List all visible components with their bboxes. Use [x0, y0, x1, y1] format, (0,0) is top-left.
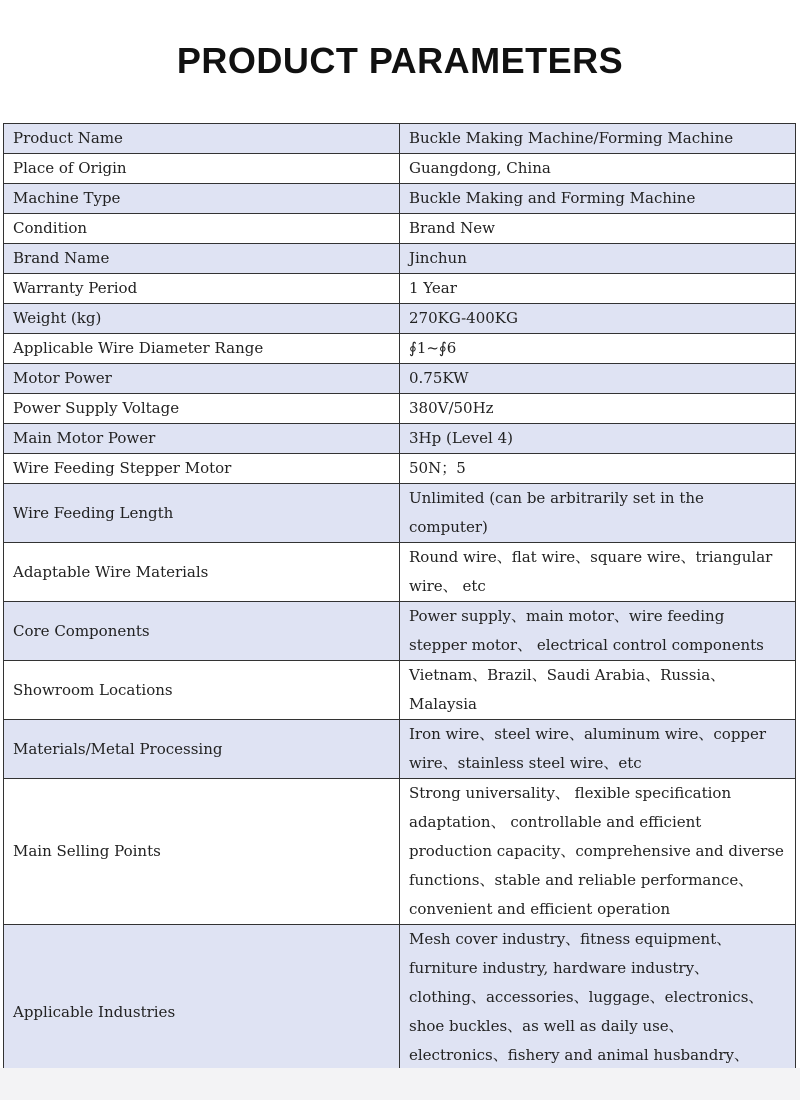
param-value: Round wire、flat wire、square wire、triangular wire、 etc	[400, 543, 796, 602]
param-value: 0.75KW	[400, 364, 796, 394]
param-label: Condition	[4, 214, 400, 244]
table-row	[4, 214, 796, 244]
param-label: Main Selling Points	[4, 779, 400, 925]
table-row	[4, 304, 796, 334]
param-label: Main Motor Power	[4, 424, 400, 454]
param-label: Warranty Period	[4, 274, 400, 304]
param-label: Machine Type	[4, 184, 400, 214]
param-value: Vietnam、Brazil、Saudi Arabia、Russia、Malaysia	[400, 661, 796, 720]
table-row	[4, 364, 796, 394]
param-value: Unlimited (can be arbitrarily set in the computer)	[400, 484, 796, 543]
page-title: PRODUCT PARAMETERS	[176, 40, 624, 81]
param-label: Applicable Industries	[4, 925, 400, 1100]
table-row	[4, 484, 796, 543]
param-label: Adaptable Wire Materials	[4, 543, 400, 602]
param-value: Power supply、main motor、wire feeding stepper motor、 electrical control components	[400, 602, 796, 661]
table-row	[4, 274, 796, 304]
param-label: Core Components	[4, 602, 400, 661]
param-label: Applicable Wire Diameter Range	[4, 334, 400, 364]
table-row	[4, 779, 796, 925]
param-value: 380V/50Hz	[400, 394, 796, 424]
param-value: Buckle Making Machine/Forming Machine	[400, 124, 796, 154]
param-value: Buckle Making and Forming Machine	[400, 184, 796, 214]
param-value: Guangdong, China	[400, 154, 796, 184]
table-row	[4, 154, 796, 184]
param-value: Iron wire、steel wire、aluminum wire、copper wire、stainless steel wire、etc	[400, 720, 796, 779]
table-row	[4, 720, 796, 779]
table-row	[4, 334, 796, 364]
table-row	[4, 543, 796, 602]
table-row	[4, 394, 796, 424]
parameters-table	[3, 123, 796, 1100]
param-value: Strong universality、 flexible specification adaptation、 controllable and efficient production capacity、comprehensive and diverse functions、stable and reliable performance、convenient and efficient operation	[400, 779, 796, 925]
param-label: Place of Origin	[4, 154, 400, 184]
param-label: Motor Power	[4, 364, 400, 394]
table-row	[4, 424, 796, 454]
param-label: Weight (kg)	[4, 304, 400, 334]
param-label: Materials/Metal Processing	[4, 720, 400, 779]
param-value: 1 Year	[400, 274, 796, 304]
table-row	[4, 602, 796, 661]
param-label: Product Name	[4, 124, 400, 154]
param-value: Mesh cover industry、fitness equipment、furniture industry, hardware industry、clothing、accessories、luggage、electronics、shoe buckles、as well as daily use、 electronics、fishery and animal husbandry、	[400, 925, 796, 1100]
table-row	[4, 124, 796, 154]
table-row	[4, 184, 796, 214]
param-label: Brand Name	[4, 244, 400, 274]
param-value: 3Hp (Level 4)	[400, 424, 796, 454]
param-value: Brand New	[400, 214, 796, 244]
param-label: Wire Feeding Stepper Motor	[4, 454, 400, 484]
param-label: Wire Feeding Length	[4, 484, 400, 543]
param-value: ∮1~∮6	[400, 334, 796, 364]
param-label: Showroom Locations	[4, 661, 400, 720]
footer-band	[0, 1068, 800, 1100]
param-value: 50N；5	[400, 454, 796, 484]
table-row	[4, 661, 796, 720]
table-row	[4, 454, 796, 484]
param-value: Jinchun	[400, 244, 796, 274]
param-value: 270KG-400KG	[400, 304, 796, 334]
param-label: Power Supply Voltage	[4, 394, 400, 424]
table-row	[4, 244, 796, 274]
